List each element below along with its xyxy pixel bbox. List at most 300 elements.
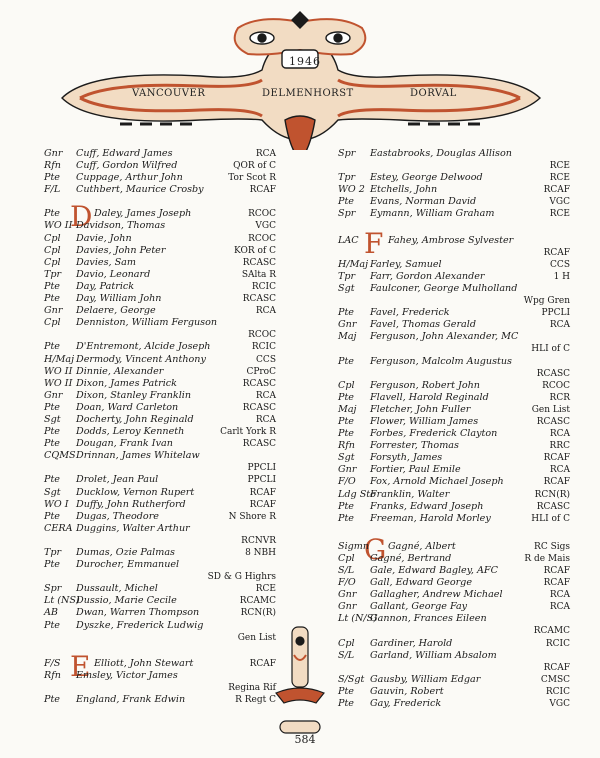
entry-name: Dermody, Vincent Anthony [76,353,206,365]
entry-unit: RCNVR [241,535,276,546]
entry-unit: RCAF [249,499,276,510]
entry-rank: Gnr [338,601,357,613]
list-item [338,196,570,208]
entry-unit: Regina Rif [228,682,276,693]
list-item [338,416,570,428]
entry-unit: RCASC [242,294,276,305]
list-item [44,499,276,511]
entry-unit: RCOC [248,209,276,220]
entry-unit: SD & G Highrs [207,572,276,583]
entry-unit: CCS [550,259,570,270]
list-item [338,343,570,355]
list-item [44,595,276,607]
entry-unit: RCE [549,161,570,172]
entry-name: Fox, Arnold Michael Joseph [370,476,504,488]
right-column [338,148,570,718]
entry-unit: RCAF [249,658,276,669]
entry-name: Gay, Frederick [370,698,442,710]
list-item [44,632,276,644]
entry-name: Forrester, Thomas [370,440,459,452]
entry-unit: Wpg Gren [523,296,570,307]
entry-rank: Maj [338,331,357,343]
list-item [44,523,276,535]
entry-rank: WO II [44,220,73,232]
year-label: 1946 [289,55,321,68]
entry-name: Flower, William James [370,415,479,427]
entry-rank: Rfn [44,669,61,681]
entry-rank: Spr [338,208,356,220]
list-item [44,293,276,305]
entry-rank: Pte [44,280,60,292]
entry-rank: WO II [44,365,73,377]
entry-group [44,200,276,643]
list-item [338,674,570,686]
entry-name: Gauvin, Robert [370,685,444,697]
entry-rank: Rfn [44,160,61,172]
entry-name: Duffy, John Rutherford [76,498,186,510]
entry-rank: Pte [44,619,60,631]
list-item [338,589,570,601]
entry-rank: Tpr [44,268,62,280]
list-item [44,607,276,619]
entry-unit: RCOC [248,330,276,341]
entry-name: Denniston, William Ferguson [76,317,218,329]
entry-rank: H/Maj [44,353,75,365]
entry-rank: WO 2 [338,184,365,196]
entry-name: Drolet, Jean Paul [76,474,159,486]
entry-unit: RCR [549,392,570,403]
entry-unit: RRC [549,441,570,452]
entry-rank: CQMS [44,450,76,462]
entry-name: Favel, Frederick [370,307,450,319]
entry-name: Fortier, Paul Emile [370,464,461,476]
entry-name: Cuff, Gordon Wilfred [76,160,178,172]
entry-unit: 1 H [553,271,570,282]
entry-name: Dwan, Warren Thompson [76,607,200,619]
entry-name: Dussio, Marie Cecile [76,595,177,607]
entry-name: Gale, Edward Bagley, AFC [370,565,498,576]
list-item [44,414,276,426]
entry-name: D'Entremont, Alcide Joseph [76,341,211,353]
entry-name: Dougan, Frank Ivan [76,438,173,450]
list-item [44,281,276,293]
entry-name: Ferguson, Robert John [370,379,480,391]
list-item [44,682,276,694]
entry-rank: H/Maj [338,258,369,270]
eagle-banner-icon [0,0,600,150]
entry-unit: CProC [246,366,276,377]
entry-unit: VGC [255,221,276,232]
list-item [44,402,276,414]
entry-name: Fahey, Ambrose Sylvester [388,234,514,246]
entry-rank: AB [44,607,58,619]
entry-name: Dixon, James Patrick [76,377,177,389]
entry-unit: 8 NBH [245,548,276,558]
entry-rank: F/S [44,657,61,669]
entry-rank: Sgt [338,452,355,464]
list-item [338,172,570,184]
entry-name: Garland, William Absalom [370,649,497,661]
place-delmenhorst: DELMENHORST [262,88,354,99]
totem-ornament-icon [270,625,330,735]
list-item [338,208,570,220]
list-item [44,462,276,474]
list-item [338,283,570,295]
entry-name: Evans, Norman David [370,196,477,208]
entry-name: Elliott, John Stewart [94,657,194,669]
entry-unit: RCA [549,320,570,331]
entry-name: Gallagher, Andrew Michael [370,589,503,601]
list-item [338,259,570,271]
entry-rank: Pte [44,208,60,220]
entry-rank: Gnr [44,148,63,159]
entry-unit: VGC [549,197,570,208]
list-item [44,511,276,523]
entry-rank: Maj [338,403,357,415]
list-item [44,148,276,160]
left-column [44,148,276,714]
entry-name: Faulconer, George Mulholland [370,282,518,294]
entry-name: England, Frank Edwin [76,694,186,706]
entry-unit: VGC [549,699,570,710]
list-item [338,638,570,650]
entry-rank: F/O [338,577,356,589]
entry-rank: Pte [338,307,354,319]
entry-name: Fletcher, John Fuller [370,403,471,415]
entry-rank: Tpr [44,547,62,558]
entry-name: Emsley, Victor James [76,669,178,681]
entry-rank: Pte [44,694,60,706]
entry-rank: Cpl [44,244,61,256]
entry-name: Ferguson, Malcolm Augustus [370,355,512,367]
list-item [44,269,276,281]
entry-unit: HLI of C [531,513,570,524]
list-item [338,428,570,440]
entry-rank: Spr [44,583,62,595]
entry-rank: WO II [44,377,73,389]
entry-name: Gallant, George Fay [370,601,468,613]
entry-rank: Pte [338,500,354,512]
list-item [44,378,276,390]
list-item [338,295,570,307]
entry-rank: Cpl [338,637,355,649]
entry-name: Davie, John [76,232,132,244]
list-item [338,331,570,343]
entry-rank: WO I [44,498,69,510]
entry-rank: S/L [338,565,355,576]
list-item [338,476,570,488]
entry-unit: RCASC [536,501,570,512]
list-item [44,670,276,682]
entry-name: Eastabrooks, Douglas Allison [370,148,512,159]
entry-name: Dyszke, Frederick Ludwig [76,619,204,631]
entry-unit: RCIC [545,638,570,649]
list-item [338,613,570,625]
list-item [44,487,276,499]
entry-rank: Ldg Sto [338,488,376,500]
list-item [338,247,570,259]
entry-rank: Sgt [338,282,355,294]
entry-name: Daley, James Joseph [94,208,192,220]
entry-unit: PPCLI [247,463,276,474]
entry-name: Ferguson, John Alexander, MC [370,331,519,343]
entry-unit: RCASC [242,402,276,413]
list-item [338,148,570,160]
entry-name: Durocher, Emmanuel [76,559,180,571]
entry-unit: QOR of C [233,161,276,172]
entry-name: Dodds, Leroy Kenneth [76,426,185,438]
entry-unit: RCA [549,465,570,476]
list-item [44,172,276,184]
list-item [44,305,276,317]
entry-unit: RCIC [545,686,570,697]
list-item [44,220,276,232]
entry-rank: LAC [338,234,359,246]
entry-unit: N Shore R [228,511,276,522]
entry-rank: Lt (N/S) [338,613,377,625]
list-item [338,184,570,196]
entry-name: Docherty, John Reginald [76,413,194,425]
entry-unit: RCOC [248,233,276,244]
list-item [44,341,276,353]
entry-unit: RCA [549,602,570,613]
entry-rank: CERA [44,522,73,534]
entry-name: Gausby, William Edgar [370,673,481,685]
entry-name: Farley, Samuel [370,258,442,270]
list-item [44,535,276,547]
list-item [338,440,570,452]
entry-unit: RCAF [543,185,570,196]
place-dorval: DORVAL [410,88,457,99]
list-item [44,233,276,245]
entry-rank: Cpl [44,256,61,268]
entry-name: Dugas, Theodore [76,510,159,522]
entry-rank: Cpl [338,552,355,564]
list-item [338,356,570,368]
section-initial: E [70,649,91,683]
entry-rank: Pte [338,196,354,208]
entry-group [338,226,570,525]
entry-name: Dumas, Ozie Palmas [76,547,175,558]
entry-name: Flavell, Harold Reginald [370,391,489,403]
entry-unit: RCAF [543,662,570,673]
list-item [338,464,570,476]
entry-name: Duggins, Walter Arthur [76,522,190,534]
entry-rank: Tpr [338,270,356,282]
entry-unit: RCAF [543,578,570,589]
entry-unit: RCIC [251,281,276,292]
entry-rank: Pte [338,428,354,440]
list-item [44,354,276,366]
entry-unit: CCS [256,354,276,365]
list-item [44,583,276,595]
entry-unit: RCE [549,173,570,184]
entry-rank: Tpr [338,172,356,184]
entry-rank: Pte [44,510,60,522]
list-item [338,698,570,710]
list-item [338,307,570,319]
entry-rank: Pte [44,293,60,305]
entry-rank: Pte [338,355,354,367]
entry-unit: RCASC [242,378,276,389]
list-item [338,368,570,380]
entry-rank: Sgt [44,413,61,425]
list-item [338,513,570,525]
entry-rank: Pte [44,341,60,353]
list-item [44,184,276,196]
entry-unit: RC Sigs [534,541,570,552]
entry-rank: Pte [44,401,60,413]
entry-name: Ducklow, Vernon Rupert [76,486,195,498]
list-item [338,319,570,331]
entry-name: Gagné, Bertrand [370,552,452,564]
entry-name: Etchells, John [370,184,438,196]
entry-unit: R de Mais [524,553,570,564]
entry-unit: Carlt York R [220,427,276,438]
entry-unit: RCAF [249,185,276,196]
entry-unit: RCASC [242,257,276,268]
entry-name: Cuthbert, Maurice Crosby [76,184,204,196]
entry-rank: Pte [44,426,60,438]
entry-name: Gagné, Albert [388,540,456,552]
entry-name: Dixon, Stanley Franklin [76,389,192,401]
list-item [44,426,276,438]
place-vancouver: VANCOUVER [132,88,206,99]
page-number: 584 [294,733,316,746]
entry-unit: R Regt C [235,695,276,706]
entry-name: Day, William John [76,293,162,305]
list-item [338,271,570,283]
list-item [338,625,570,637]
list-item [44,366,276,378]
entry-name: Gannon, Frances Eileen [370,613,487,625]
entry-unit: Tor Scot R [228,173,276,184]
entry-unit: SAlta R [241,269,276,280]
entry-unit: RCA [255,414,276,425]
entry-unit: RCASC [242,439,276,450]
entry-unit: RCA [255,390,276,401]
entry-rank: Pte [338,512,354,524]
list-item [44,438,276,450]
entry-rank: Cpl [44,232,61,244]
entry-rank: F/L [44,184,61,196]
entry-unit: RCASC [536,416,570,427]
entry-rank: Gnr [44,305,63,317]
list-item [338,650,570,662]
entry-name: Gardiner, Harold [370,637,453,649]
entry-rank: Lt (NS) [44,595,80,607]
entry-name: Franklin, Walter [370,488,450,500]
entry-unit: Gen List [237,632,276,643]
entry-rank: Pte [44,438,60,450]
entry-rank: Gnr [44,389,63,401]
list-item [44,559,276,571]
list-item [338,553,570,565]
list-item [338,404,570,416]
entry-name: Cuppage, Arthur John [76,172,183,184]
entry-rank: F/O [338,476,356,488]
list-item [44,694,276,706]
entry-unit: RCN(R) [240,608,276,619]
entry-rank: Pte [338,685,354,697]
entry-rank: Sigmn [338,540,370,552]
list-item [338,452,570,464]
entry-name: Delaere, George [76,305,156,317]
section-initial: F [364,226,384,260]
list-item [338,160,570,172]
entry-unit: PPCLI [247,475,276,486]
entry-unit: RCAF [249,487,276,498]
list-item [44,257,276,269]
list-item [44,474,276,486]
entry-name: Forsyth, James [370,452,443,464]
entry-name: Favel, Thomas Gerald [370,319,476,331]
entry-unit: RCE [549,209,570,220]
entry-unit: RCA [255,149,276,159]
entry-unit: RCAF [543,453,570,464]
entry-name: Forbes, Frederick Clayton [370,428,498,440]
entry-rank: Spr [338,148,356,159]
list-item [44,245,276,257]
entry-rank: Cpl [338,379,355,391]
list-item [338,565,570,577]
entry-rank: Pte [44,474,60,486]
entry-unit: RCIC [251,342,276,353]
entry-unit: RCA [549,590,570,601]
entry-unit: RCE [255,584,276,595]
list-item [44,450,276,462]
list-item [338,686,570,698]
list-item [44,571,276,583]
entry-unit: RCASC [536,368,570,379]
entry-rank: Pte [338,698,354,710]
list-item [338,501,570,513]
entry-rank: Gnr [338,319,357,331]
list-item [338,380,570,392]
entry-rank: Pte [338,391,354,403]
entry-name: Eymann, William Graham [370,208,495,220]
entry-name: Drinnan, James Whitelaw [76,450,200,462]
entry-rank: Cpl [44,317,61,329]
section-initial: D [70,200,93,234]
entry-unit: CMSC [540,674,570,685]
entry-name: Franks, Edward Joseph [370,500,484,512]
entry-unit: RCAF [543,566,570,576]
entry-unit: RCAF [543,247,570,258]
entry-name: Dinnie, Alexander [76,365,164,377]
list-item [44,160,276,172]
entry-name: Davies, John Peter [76,244,166,256]
entry-unit: RCA [549,429,570,440]
entry-group [338,148,570,221]
list-item [44,329,276,341]
entry-rank: Pte [338,415,354,427]
entry-unit: Gen List [531,404,570,415]
entry-rank: Gnr [338,464,357,476]
entry-unit: RCAMC [239,596,276,607]
entry-group [44,148,276,196]
entry-name: Doan, Ward Carleton [76,401,179,413]
entry-unit: PPCLI [541,308,570,319]
list-item [338,577,570,589]
list-item [338,601,570,613]
entry-rank: Pte [44,559,60,571]
entry-group [44,649,276,706]
entry-name: Davies, Sam [76,256,136,268]
entry-name: Dussault, Michel [76,583,158,595]
list-item [44,317,276,329]
entry-name: Freeman, Harold Morley [370,512,491,524]
